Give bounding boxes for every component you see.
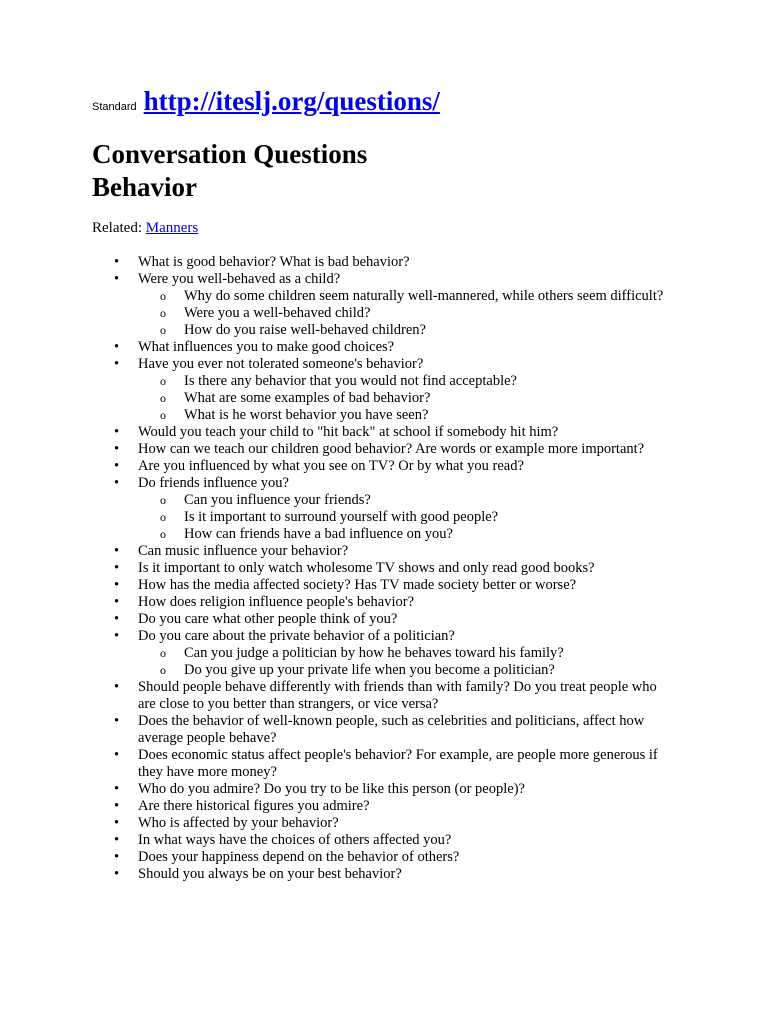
sub-question-text: What is he worst behavior you have seen? — [184, 407, 429, 423]
sub-question-text: Were you a well-behaved child? — [184, 305, 371, 321]
question-text: How does religion influence people's behavior? — [138, 594, 415, 610]
question-item — [92, 798, 672, 815]
sub-bullet-icon: o — [160, 323, 166, 337]
sub-question-item — [138, 373, 672, 390]
bullet-icon: • — [114, 356, 120, 372]
sub-question-text: Can you judge a politician by how he behaves toward his family? — [184, 645, 564, 661]
sub-question-item — [138, 526, 672, 543]
bullet-icon: • — [114, 713, 120, 729]
question-list — [92, 254, 672, 883]
sub-question-list — [138, 288, 672, 339]
question-text: Would you teach your child to "hit back" at school if somebody hit him? — [138, 424, 559, 440]
sub-question-text: How do you raise well-behaved children? — [184, 322, 426, 338]
question-item — [92, 866, 672, 883]
sub-bullet-icon: o — [160, 493, 166, 507]
title-line-1: Conversation Questions — [92, 139, 368, 169]
question-item — [92, 849, 672, 866]
sub-bullet-icon: o — [160, 527, 166, 541]
bullet-icon: • — [114, 611, 120, 627]
bullet-icon: • — [114, 424, 120, 440]
sub-question-list — [138, 492, 672, 543]
sub-bullet-icon: o — [160, 306, 166, 320]
bullet-icon: • — [114, 458, 120, 474]
bullet-icon: • — [114, 815, 120, 831]
question-item — [92, 543, 672, 560]
question-item — [92, 441, 672, 458]
bullet-icon: • — [114, 866, 120, 882]
question-item — [92, 271, 672, 339]
header-line — [92, 86, 440, 117]
sub-question-item — [138, 645, 672, 662]
question-text: What is good behavior? What is bad behavior? — [138, 254, 410, 270]
question-text: Do you care what other people think of you? — [138, 611, 398, 627]
question-item — [92, 339, 672, 356]
question-item — [92, 577, 672, 594]
style-label: Standard — [92, 101, 137, 113]
sub-bullet-icon: o — [160, 289, 166, 303]
sub-question-item — [138, 509, 672, 526]
bullet-icon: • — [114, 628, 120, 644]
question-item — [92, 356, 672, 424]
sub-question-text: Do you give up your private life when you become a politician? — [184, 662, 555, 678]
sub-question-text: What are some examples of bad behavior? — [184, 390, 431, 406]
sub-question-item — [138, 492, 672, 509]
bullet-icon: • — [114, 543, 120, 559]
sub-bullet-icon: o — [160, 374, 166, 388]
related-link-manners[interactable]: Manners — [145, 220, 199, 236]
question-text: Does the behavior of well-known people, such as celebrities and politicians, affect how average people behave? — [138, 713, 645, 746]
related-label: Related: — [92, 220, 142, 236]
sub-bullet-icon: o — [160, 510, 166, 524]
question-text: Do you care about the private behavior of a politician? — [138, 628, 455, 644]
question-item — [92, 560, 672, 577]
question-text: Who is affected by your behavior? — [138, 815, 339, 831]
question-item — [92, 747, 672, 781]
question-item — [92, 815, 672, 832]
sub-bullet-icon: o — [160, 391, 166, 405]
related-line — [92, 220, 198, 237]
question-text: Is it important to only watch wholesome TV shows and only read good books? — [138, 560, 595, 576]
bullet-icon: • — [114, 271, 120, 287]
bullet-icon: • — [114, 475, 120, 491]
bullet-icon: • — [114, 781, 120, 797]
sub-question-list — [138, 373, 672, 424]
question-item — [92, 713, 672, 747]
bullet-icon: • — [114, 441, 120, 457]
question-text: Have you ever not tolerated someone's behavior? — [138, 356, 424, 372]
question-text: How has the media affected society? Has TV made society better or worse? — [138, 577, 577, 593]
question-text: Are you influenced by what you see on TV? Or by what you read? — [138, 458, 524, 474]
question-text: Are there historical figures you admire? — [138, 798, 370, 814]
sub-question-list — [138, 645, 672, 679]
bullet-icon: • — [114, 577, 120, 593]
sub-question-item — [138, 390, 672, 407]
bullet-icon: • — [114, 849, 120, 865]
question-item — [92, 611, 672, 628]
question-text: Were you well-behaved as a child? — [138, 271, 341, 287]
bullet-icon: • — [114, 679, 120, 695]
question-text: What influences you to make good choices? — [138, 339, 395, 355]
site-link[interactable]: http://iteslj.org/questions/ — [143, 86, 440, 116]
question-text: Does economic status affect people's behavior? For example, are people more generous if they have more money? — [138, 747, 658, 780]
bullet-icon: • — [114, 798, 120, 814]
sub-question-item — [138, 662, 672, 679]
sub-bullet-icon: o — [160, 663, 166, 677]
question-item — [92, 832, 672, 849]
sub-question-text: Is there any behavior that you would not find acceptable? — [184, 373, 517, 389]
sub-question-item — [138, 305, 672, 322]
question-text: How can we teach our children good behavior? Are words or example more important? — [138, 441, 645, 457]
question-text: In what ways have the choices of others affected you? — [138, 832, 452, 848]
sub-bullet-icon: o — [160, 646, 166, 660]
question-text: Does your happiness depend on the behavior of others? — [138, 849, 460, 865]
sub-question-item — [138, 407, 672, 424]
sub-question-item — [138, 288, 672, 305]
question-item — [92, 594, 672, 611]
sub-bullet-icon: o — [160, 408, 166, 422]
question-text: Should people behave differently with friends than with family? Do you treat people who are close to you better than strangers, or vice versa? — [138, 679, 657, 712]
question-text: Do friends influence you? — [138, 475, 289, 491]
question-text: Should you always be on your best behavior? — [138, 866, 402, 882]
bullet-icon: • — [114, 254, 120, 270]
question-item — [92, 458, 672, 475]
sub-question-text: Is it important to surround yourself with good people? — [184, 509, 499, 525]
question-item — [92, 254, 672, 271]
bullet-icon: • — [114, 339, 120, 355]
question-item — [92, 679, 672, 713]
sub-question-item — [138, 322, 672, 339]
page-title — [92, 138, 367, 204]
question-item — [92, 781, 672, 798]
question-item — [92, 628, 672, 679]
bullet-icon: • — [114, 832, 120, 848]
title-line-2: Behavior — [92, 172, 197, 202]
bullet-icon: • — [114, 594, 120, 610]
bullet-icon: • — [114, 560, 120, 576]
sub-question-text: Can you influence your friends? — [184, 492, 371, 508]
bullet-icon: • — [114, 747, 120, 763]
question-text: Who do you admire? Do you try to be like this person (or people)? — [138, 781, 525, 797]
question-item — [92, 475, 672, 543]
sub-question-text: How can friends have a bad influence on you? — [184, 526, 453, 542]
question-item — [92, 424, 672, 441]
sub-question-text: Why do some children seem naturally well-mannered, while others seem difficult? — [184, 288, 664, 304]
question-text: Can music influence your behavior? — [138, 543, 349, 559]
